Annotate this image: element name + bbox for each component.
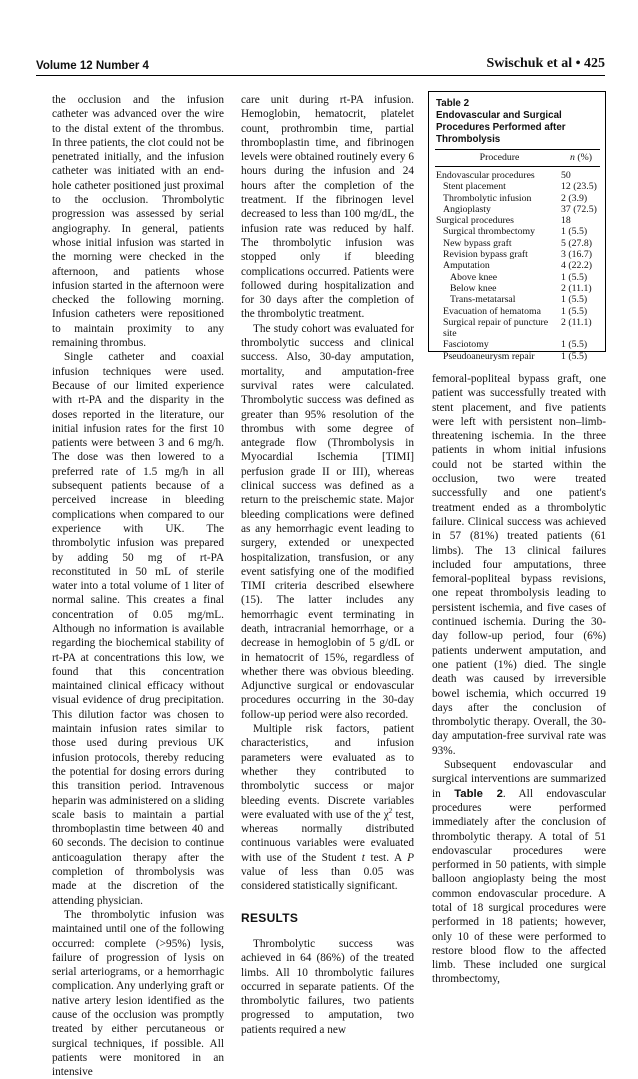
- paragraph: Thrombolytic success was achieved in 64 (86%) of the treated limbs. All 10 thrombolytic failures occurred in separate patients. Of the thrombolytic failures, two patients progressed to amputation, two patients required a new: [241, 937, 414, 1036]
- cell-procedure: Evacuation of hematoma: [443, 305, 541, 317]
- table-row: [436, 351, 599, 362]
- cell-procedure: Pseudoaneurysm repair: [443, 350, 535, 362]
- cell-value: 1 (5.5): [561, 350, 588, 362]
- table-row: [436, 226, 599, 237]
- cell-value: 2 (11.1): [561, 282, 592, 294]
- cell-procedure: New bypass graft: [443, 237, 512, 249]
- cell-procedure: Thrombolytic infusion: [443, 192, 532, 204]
- cell-value: 1 (5.5): [561, 294, 588, 306]
- table-row: [436, 193, 599, 204]
- table-row: [436, 339, 599, 350]
- table-row: [436, 204, 599, 215]
- text-column-2: [241, 93, 414, 1037]
- table-row: [436, 238, 599, 249]
- table-header: [436, 150, 599, 166]
- cell-procedure: Surgical repair of puncture site: [443, 316, 549, 340]
- cell-value: 1 (5.5): [561, 226, 588, 238]
- cell-procedure: Below knee: [450, 282, 497, 294]
- text-column-3: [432, 372, 606, 987]
- cell-value: 12 (23.5): [561, 181, 597, 193]
- text-run: value of less than 0.05 was considered statistically significant.: [241, 866, 414, 893]
- cell-procedure: Endovascular procedures: [436, 170, 535, 181]
- cell-procedure: Stent placement: [443, 181, 506, 193]
- table-title: Table 2: [436, 98, 470, 109]
- cell-value: 1 (5.5): [561, 305, 588, 317]
- column-header-procedure: Procedure: [479, 152, 520, 163]
- cell-procedure: Revision bypass graft: [443, 249, 528, 261]
- table-row: [436, 215, 599, 226]
- paragraph: The thrombolytic infusion was maintained until one of the following occurred: complete (>95%) lysis, failure of progression of lysis on serial arteriograms, or a hemorrhagic complication. Any underlying graft or native artery lesion identified as the cause of the occlusion was promptly treated by either percutaneous or surgical techniques, if possible. All patients were monitored in an intensive: [52, 908, 224, 1079]
- italic-run: P: [407, 851, 414, 864]
- table-row: [436, 249, 599, 260]
- table-reference-link[interactable]: Table 2: [454, 787, 503, 800]
- cell-value: 2 (11.1): [561, 316, 592, 328]
- table-row: [436, 283, 599, 294]
- text-run: Multiple risk factors, patient characteristics, and infusion parameters were evaluated as to whether they contributed to thrombolytic success or major bleeding events. Discrete variables were evaluated with use of the χ: [241, 723, 414, 821]
- table-row: [436, 272, 599, 283]
- text-run: (%): [574, 152, 593, 163]
- cell-value: 50: [561, 170, 571, 181]
- cell-procedure: Amputation: [443, 260, 490, 272]
- text-run: test. A: [364, 851, 408, 864]
- table-2: [428, 91, 606, 362]
- paragraph: femoral-popliteal bypass graft, one patient was successfully treated with stent placement, and five patients were left with persistent non–limb-threatening ischemia. In the three patients in whom initial infusions could not be started within the occlusion, two were treated successfully and one patient's treatment ended as a thrombolytic failure. Clinical success was achieved in 57 (81%) treated patients (61 limbs). The 13 clinical failures included four amputations, three femoral-popliteal bypass revisions, one repeat thrombolysis leading to persistent ischemia, and five cases of continued ischemia. During the 30-day follow-up period, four (6%) patients underwent amputation, and one patient (1%) died. The single death was caused by irreversible bowel ischemia, which occurred 19 days after the conclusion of thrombolytic therapy. Overall, the 30-day amputation-free survival rate was 93%.: [432, 373, 606, 757]
- italic-run: t: [361, 851, 365, 864]
- results-heading: RESULTS: [241, 910, 299, 925]
- table-row: [436, 306, 599, 317]
- table-caption: Endovascular and Surgical Procedures Performed after Thrombolysis: [436, 110, 566, 145]
- paragraph: Single catheter and coaxial infusion techniques were used. Because of our limited experience with rt-PA and the disparity in the doses reported in the literature, our initial infusion rates for the first 10 patients were between 3 and 6 mg/h. The dose was then lowered to a preferred rate of 1.5 mg/h in all subsequent patients because of a perceived increase in bleeding complications when compared to our experience with UK. The thrombolytic infusion was prepared by adding 50 mg of rt-PA reconstituted in 50 mL of sterile water into a total volume of 1 liter of normal saline. This creates a final concentration of 0.05 mg/mL. Although no information is available regarding the biochemical stability of rt-PA at concentrations this low, we found that this concentration maintained clinical efficacy without visual evidence of drug precipitation. This dilution factor was chosen to maintain infusion rates similar to those used during previous UK infusion protocols, thereby reducing the potential for dosing errors during this transition period. Intravenous heparin was administered on a sliding scale basis to maintain a partial thromboplastin time between 40 and 60 seconds. The decision to continue anticoagulation therapy after the completion of thrombolysis was made at the discretion of the attending physician.: [52, 351, 224, 907]
- text-run: test, whereas normally distributed continuous variables were evaluated with use of the Student: [241, 808, 414, 864]
- cell-value: 18: [561, 215, 571, 227]
- running-header: [36, 50, 605, 72]
- cell-procedure: Surgical thrombectomy: [443, 226, 536, 238]
- cell-value: 2 (3.9): [561, 192, 588, 204]
- text-run: Subsequent endovascular and surgical interventions are summarized in: [432, 759, 606, 800]
- cell-procedure: Angioplasty: [443, 203, 491, 215]
- cell-procedure: Fasciotomy: [443, 339, 489, 351]
- paragraph: the occlusion and the infusion catheter was advanced over the wire to the distal extent of the thrombus. In three patients, the clot could not be penetrated initially, and the infusion catheter was initiated with an end-hole catheter positioned just proximal to the occlusion. Thrombolytic progression was assessed by serial angiography. In general, patients whose initial infusion was started in the morning were checked in the afternoon, and patients whose infusion started in the afternoon were checked the following morning. Infusion catheters were repositioned to maintain proximity to any remaining thrombus.: [52, 94, 224, 350]
- cell-value: 5 (27.8): [561, 237, 593, 249]
- table-row: [436, 181, 599, 192]
- paragraph: care unit during rt-PA infusion. Hemoglobin, hematocrit, platelet count, prothrombin time, partial thromboplastin time, and fibrinogen levels were obtained routinely every 6 hours during the infusion and 24 hours after the completion of the treatment. If the fibrinogen level decreased to less than 100 mg/dL, the infusion rate was reduced by half. The thrombolytic infusion was stopped only if bleeding complications occurred. Patients were followed during hospitalization and for 30 days after the completion of the thrombolytic treatment.: [241, 94, 414, 321]
- cell-value: 4 (22.2): [561, 260, 593, 272]
- cell-procedure: Above knee: [450, 271, 498, 283]
- cell-procedure: Surgical procedures: [436, 215, 514, 227]
- table-row: [436, 170, 599, 181]
- table-row: [436, 317, 599, 340]
- cell-procedure: Trans-metatarsal: [450, 294, 516, 306]
- paragraph: The study cohort was evaluated for thrombolytic success and clinical success. Also, 30-day amputation, mortality, and amputation-free survival rates were calculated. Thrombolytic success was defined as greater than 95% resolution of the thrombus with some degree of antegrade flow (Thrombolysis in Myocardial Ischemia [TIMI] perfusion grade II or III), whereas clinical success was defined as a return to the preischemic state. Major bleeding complications were defined as any hemorrhagic event leading to surgery, extended or unexpected hospitalization, transfusion, or any event satisfying one of the modified TIMI criteria described elsewhere (15). The latter includes any hemorrhagic event terminating in death, intracranial hemorrhage, or a decrease in hemoglobin of 5 g/dL or in hematocrit of 15%, regardless of whether there was obvious bleeding. Adjunctive surgical or endovascular procedures occurring in the 30-day follow-up period were also recorded.: [241, 322, 414, 721]
- author-page-number: Swischuk et al • 425: [486, 56, 605, 71]
- paragraph: [241, 722, 414, 894]
- text-run: . All endovascular procedures were performed immediately after the conclusion of thrombolytic therapy. A total of 51 endovascular procedures were performed in 50 patients, with simple balloon angioplasty being the most common endovascular procedure. A total of 18 surgical procedures were performed in 18 patients; however, only 10 of these were performed to restore blood flow to the affected limb. These included one surgical thrombectomy,: [432, 787, 606, 986]
- paragraph: [432, 758, 606, 987]
- table-row: [436, 294, 599, 305]
- cell-value: 1 (5.5): [561, 271, 588, 283]
- text-column-1: [52, 93, 224, 1079]
- cell-value: 37 (72.5): [561, 203, 597, 215]
- cell-value: 3 (16.7): [561, 249, 593, 261]
- italic-run: n: [569, 152, 575, 163]
- header-rule: [36, 75, 605, 76]
- volume-issue: Volume 12 Number 4: [36, 60, 149, 72]
- superscript: 2: [388, 807, 393, 816]
- cell-value: 1 (5.5): [561, 339, 588, 351]
- table-row: [436, 260, 599, 271]
- column-header-n: [563, 151, 599, 165]
